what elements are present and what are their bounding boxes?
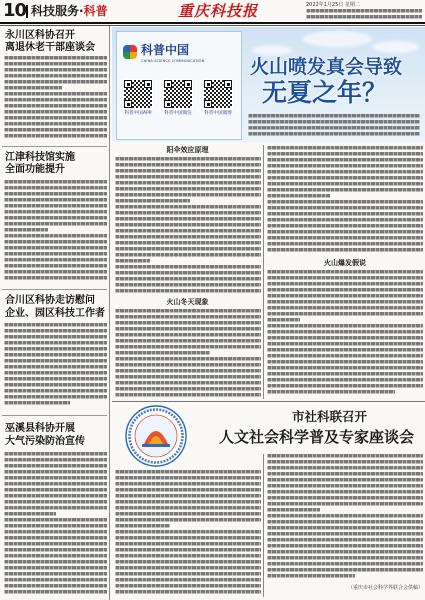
paragraph-end	[48, 228, 107, 234]
qr-label-app: 科普中国APP	[124, 111, 152, 116]
article-headline: 永川区科协召开	[5, 30, 75, 41]
masthead-logo: 重庆科技报	[178, 2, 259, 20]
feature-body	[267, 270, 423, 396]
qr-code-weibo	[204, 80, 232, 108]
paragraph-end	[70, 401, 107, 407]
paragraph-end	[300, 318, 423, 324]
qr-finder-mark	[204, 80, 212, 88]
issue-date: 2022年1月25日 星期二	[306, 2, 360, 8]
section-title	[31, 4, 108, 18]
qr-finder-mark	[224, 80, 232, 88]
feature-subhead: 火山爆发假说	[324, 259, 366, 267]
article-body	[4, 56, 107, 140]
badge-emblem	[116, 404, 206, 468]
feature-headline: 无夏之年？	[262, 78, 388, 107]
article-separator	[2, 289, 107, 290]
paragraph-end	[190, 199, 261, 205]
cloud-illustration	[252, 45, 292, 55]
paragraph-end	[210, 351, 261, 357]
section-title-accent: 科普	[83, 4, 108, 18]
paragraph-end	[330, 194, 423, 200]
article-headline: 巫溪县科协开展	[5, 423, 75, 434]
article-credit: （重庆市社会科学界联合会供稿）	[347, 585, 423, 591]
kepu-logo-name: 科普中国	[141, 43, 190, 57]
qr-label-weibo: 科普中国微博	[204, 111, 232, 116]
section-title-main: 科技服务·	[31, 4, 84, 18]
page-number-divider	[26, 5, 28, 18]
header-rule	[0, 22, 425, 24]
article-headline: 江津科技馆实施	[5, 152, 75, 163]
article-body	[4, 452, 107, 596]
header-editorial-info	[306, 9, 422, 21]
feature-body	[267, 146, 423, 254]
qr-finder-mark	[124, 80, 132, 88]
qr-label-wechat: 科普中国微信	[164, 111, 192, 116]
qr-finder-mark	[164, 100, 172, 108]
article-separator	[2, 146, 107, 147]
column-divider	[263, 454, 264, 597]
feature-subhead: 阳伞效应原理	[166, 146, 209, 154]
article-body	[4, 323, 107, 407]
page-number: 10	[3, 0, 27, 21]
paragraph-end	[170, 524, 261, 530]
qr-code-app	[124, 80, 152, 108]
qr-finder-mark	[144, 80, 152, 88]
paragraph-end	[395, 390, 423, 396]
qr-finder-mark	[164, 80, 172, 88]
paragraph-end	[320, 508, 423, 514]
article-headline: 大气污染防治宣传	[5, 436, 85, 447]
bottom-article-headline: 市社科联召开	[292, 409, 368, 424]
paragraph-end	[56, 512, 107, 518]
bottom-article-headline: 人文社会科学普及专家座谈会	[219, 428, 415, 446]
article-headline: 企业、园区科技工作者	[5, 308, 105, 319]
paragraph-end	[355, 574, 423, 580]
cloud-illustration	[302, 31, 372, 47]
kepu-logo-icon	[123, 45, 137, 59]
bottom-article-body	[115, 470, 261, 596]
qr-finder-mark	[124, 100, 132, 108]
paragraph-end	[150, 259, 261, 265]
feature-intro	[248, 114, 420, 138]
bottom-article-body	[267, 454, 423, 580]
qr-finder-mark	[204, 100, 212, 108]
feature-body	[115, 157, 261, 295]
article-headline: 合川区科协走访慰问	[5, 295, 95, 306]
column-divider	[109, 26, 110, 600]
kepu-logo-english: CHINA SCIENCE COMMUNICATION	[141, 59, 205, 63]
qr-code-wechat	[164, 80, 192, 108]
article-headline: 全面功能提升	[5, 164, 65, 175]
feature-subhead: 火山冬天现象	[166, 298, 209, 306]
header-rule-thin	[0, 25, 425, 26]
article-headline: 离退休老干部座谈会	[5, 42, 95, 53]
article-separator	[2, 415, 107, 416]
column-divider	[263, 145, 264, 399]
qr-finder-mark	[184, 80, 192, 88]
paragraph-end	[62, 86, 107, 92]
cloud-illustration	[372, 41, 420, 53]
feature-headline: 火山喷发真会导致	[250, 56, 403, 78]
section-separator	[112, 401, 425, 402]
